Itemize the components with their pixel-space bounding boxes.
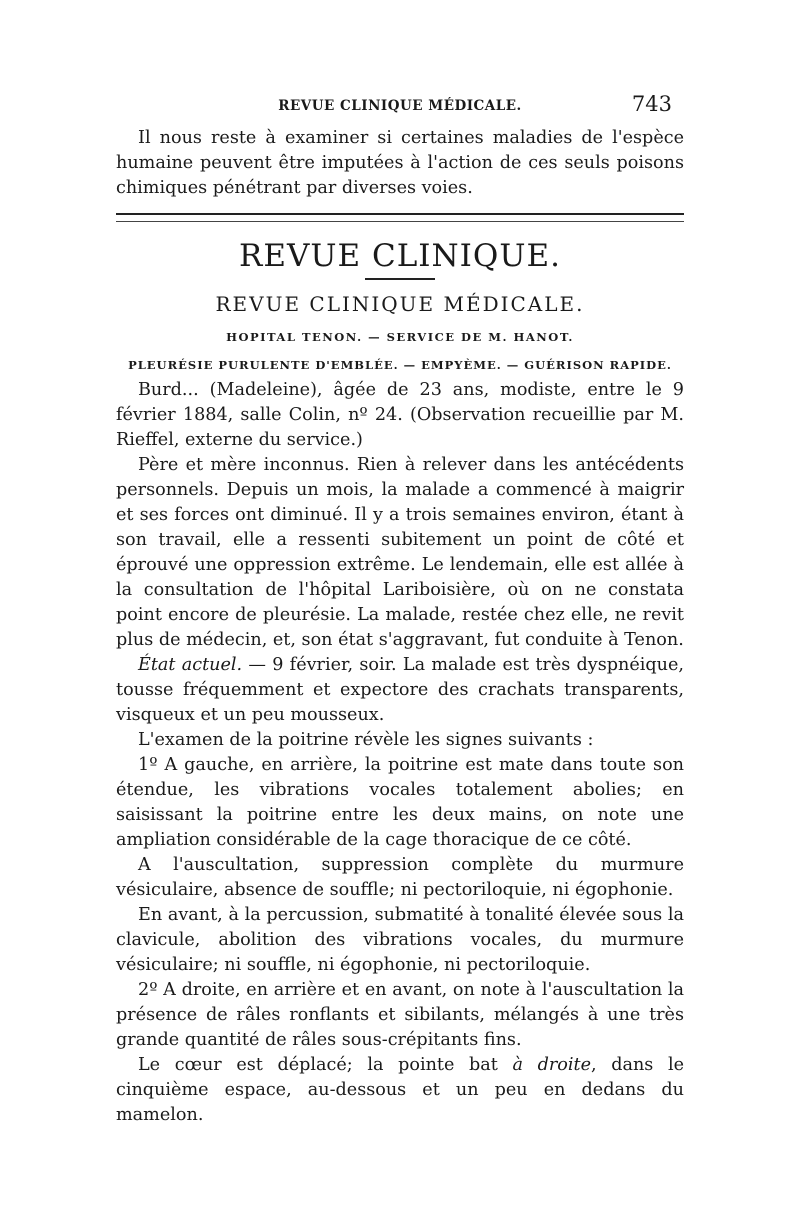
paragraph-text: A l'auscultation, suppression complète du murmure vésiculaire, absence de souffle; ni pectoriloquie, ni égophonie.: [116, 855, 684, 900]
intro-paragraph: Il nous reste à examiner si certaines maladies de l'espèce humaine peuvent être imputées à l'action de ces seuls poisons chimiques pénétrant par diverses voies.: [116, 128, 684, 198]
section-divider: [116, 213, 684, 222]
paragraph-text: 2º A droite, en arrière et en avant, on note à l'auscultation la présence de râles ronflants et sibilants, mélangés à une très grande quantité de râles sous-crépitants fins.: [116, 980, 684, 1050]
paragraph-text: — 9 février, soir. La malade est très dyspnéique, tousse fréquemment et expectore des crachats transparents, visqueux et un peu mousseux.: [116, 655, 684, 725]
body-paragraph: [116, 853, 684, 903]
page: [116, 92, 684, 1128]
title-underline: [365, 278, 435, 280]
paragraph-text: Le cœur est déplacé; la pointe bat: [138, 1055, 513, 1075]
body-paragraph: [116, 453, 684, 653]
running-title: REVUE CLINIQUE MÉDICALE.: [278, 98, 522, 114]
body-paragraph: [116, 978, 684, 1053]
subsection-title: REVUE CLINIQUE MÉDICALE.: [215, 292, 585, 316]
paragraph-lead: État actuel.: [138, 655, 243, 675]
hospital-line: HOPITAL TENON. — SERVICE DE M. HANOT.: [226, 330, 574, 344]
running-head: [116, 92, 684, 126]
body-paragraph: [116, 903, 684, 978]
section-title: REVUE CLINIQUE.: [239, 238, 561, 274]
body-paragraph: [116, 653, 684, 728]
case-body: [116, 378, 684, 1128]
paragraph-text: En avant, à la percussion, submatité à tonalité élevée sous la clavicule, abolition des vibrations vocales, du murmure vésiculaire; ni souffle, ni égophonie, ni pectoriloquie.: [116, 905, 684, 975]
paragraph-text: 1º A gauche, en arrière, la poitrine est mate dans toute son étendue, les vibrations vocales totalement abolies; en saisissant la poitrine entre les deux mains, on note une ampliation considérable de la cage thoracique de ce côté.: [116, 755, 684, 850]
paragraph-emphasis: à droite: [512, 1055, 591, 1075]
body-paragraph: [116, 1053, 684, 1128]
paragraph-text: Burd... (Madeleine), âgée de 23 ans, modiste, entre le 9 février 1884, salle Colin, nº 24. (Observation recueillie par M. Rieffel, externe du service.): [116, 380, 684, 450]
body-paragraph: [116, 753, 684, 853]
paragraph-text: L'examen de la poitrine révèle les signes suivants :: [138, 730, 594, 750]
paragraph-text: Père et mère inconnus. Rien à relever dans les antécédents personnels. Depuis un mois, la malade a commencé à maigrir et ses forces ont diminué. Il y a trois semaines environ, étant à son travail, elle a ressenti subitement un point de côté et éprouvé une oppression extrême. Le lendemain, elle est allée à la consultation de l'hôpital Lariboisière, où on ne constata point encore de pleurésie. La malade, restée chez elle, ne revit plus de médecin, et, son état s'aggravant, fut conduite à Tenon.: [116, 455, 684, 650]
body-paragraph: [116, 728, 684, 753]
body-paragraph: [116, 378, 684, 453]
paragraph-tail: , dans le cinquième espace, au-dessous et un peu en dedans du mamelon.: [116, 1055, 684, 1125]
page-number: 743: [631, 92, 672, 116]
case-title: PLEURÉSIE PURULENTE D'EMBLÉE. — EMPYÈME. — GUÉRISON RAPIDE.: [128, 358, 672, 372]
